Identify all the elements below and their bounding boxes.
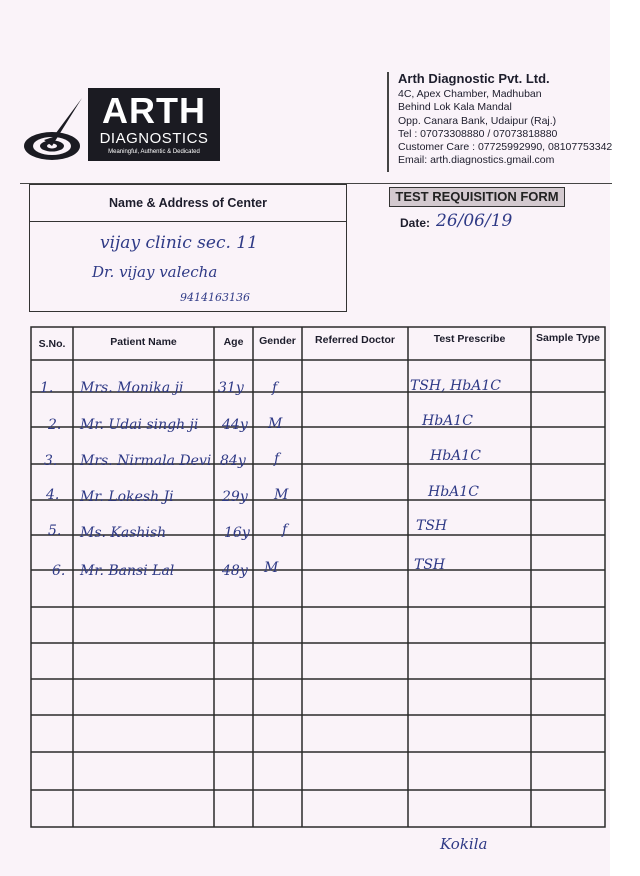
row-age: 84y xyxy=(220,453,246,469)
row-patient-name: Mr. Bansi Lal xyxy=(80,563,175,579)
form-title: TEST REQUISITION FORM xyxy=(389,187,565,207)
row-test: HbA1C xyxy=(430,448,481,464)
center-doctor: Dr. vijay valecha xyxy=(92,263,218,281)
row-test: TSH xyxy=(416,518,448,534)
row-gender: M xyxy=(264,560,279,576)
row-test: TSH, HbA1C xyxy=(410,378,501,394)
row-sno: 5. xyxy=(48,523,62,539)
row-sno: 3. xyxy=(44,453,58,469)
header-gender: Gender xyxy=(259,335,296,347)
header-age: Age xyxy=(223,336,244,348)
logo-sub: DIAGNOSTICS xyxy=(99,130,209,147)
header-sample-type: Sample Type xyxy=(536,332,600,344)
row-patient-name: Mrs. Nirmala Devi xyxy=(80,453,212,469)
row-age: 16y xyxy=(224,525,250,541)
center-phone: 9414163136 xyxy=(180,291,250,304)
row-age: 44y xyxy=(222,417,248,433)
row-patient-name: Mr. Udai singh ji xyxy=(80,417,199,433)
row-age: 48y xyxy=(222,563,248,579)
logo-tagline: Meaningful, Authentic & Dedicated xyxy=(108,149,200,155)
email-line: Email: arth.diagnostics.gmail.com xyxy=(398,154,555,167)
row-gender: f xyxy=(274,451,280,467)
center-clinic: vijay clinic sec. 11 xyxy=(100,233,258,253)
row-patient-name: Mrs. Monika ji xyxy=(80,380,184,396)
logo-word: ARTH xyxy=(102,90,206,131)
row-sno: 1. xyxy=(40,380,54,396)
row-patient-name: Ms. Kashish xyxy=(80,525,167,541)
row-age: 29y xyxy=(222,489,248,505)
center-heading: Name & Address of Center xyxy=(30,185,346,222)
header-patient-name: Patient Name xyxy=(110,336,177,348)
row-test: HbA1C xyxy=(428,484,479,500)
row-gender: f xyxy=(282,522,288,538)
date-label: Date: xyxy=(400,216,431,230)
row-sno: 2. xyxy=(48,417,62,433)
row-gender: M xyxy=(268,416,283,432)
header-test-prescribe: Test Prescribe xyxy=(433,333,506,345)
signature: Kokila xyxy=(440,835,488,853)
address-line: Behind Lok Kala Mandal xyxy=(398,101,512,114)
telephone-line: Tel : 07073308880 / 07073818880 xyxy=(398,127,558,140)
row-age: 31y xyxy=(218,380,244,396)
header-sno: S.No. xyxy=(38,338,66,350)
row-sno: 4. xyxy=(46,487,60,503)
row-patient-name: Mr. Lokesh Ji xyxy=(80,489,174,505)
date-value: 26/06/19 xyxy=(436,211,513,231)
row-test: HbA1C xyxy=(422,413,473,429)
row-gender: f xyxy=(272,380,278,396)
address-line: Opp. Canara Bank, Udaipur (Raj.) xyxy=(398,114,557,127)
row-gender: M xyxy=(274,487,289,503)
customer-care-line: Customer Care : 07725992990, 08107753342 xyxy=(398,141,613,154)
address-line: 4C, Apex Chamber, Madhuban xyxy=(398,88,542,100)
company-name: Arth Diagnostic Pvt. Ltd. xyxy=(398,71,550,86)
row-test: TSH xyxy=(414,557,446,573)
header-referred-doctor: Referred Doctor xyxy=(315,334,395,346)
row-sno: 6. xyxy=(52,563,66,579)
